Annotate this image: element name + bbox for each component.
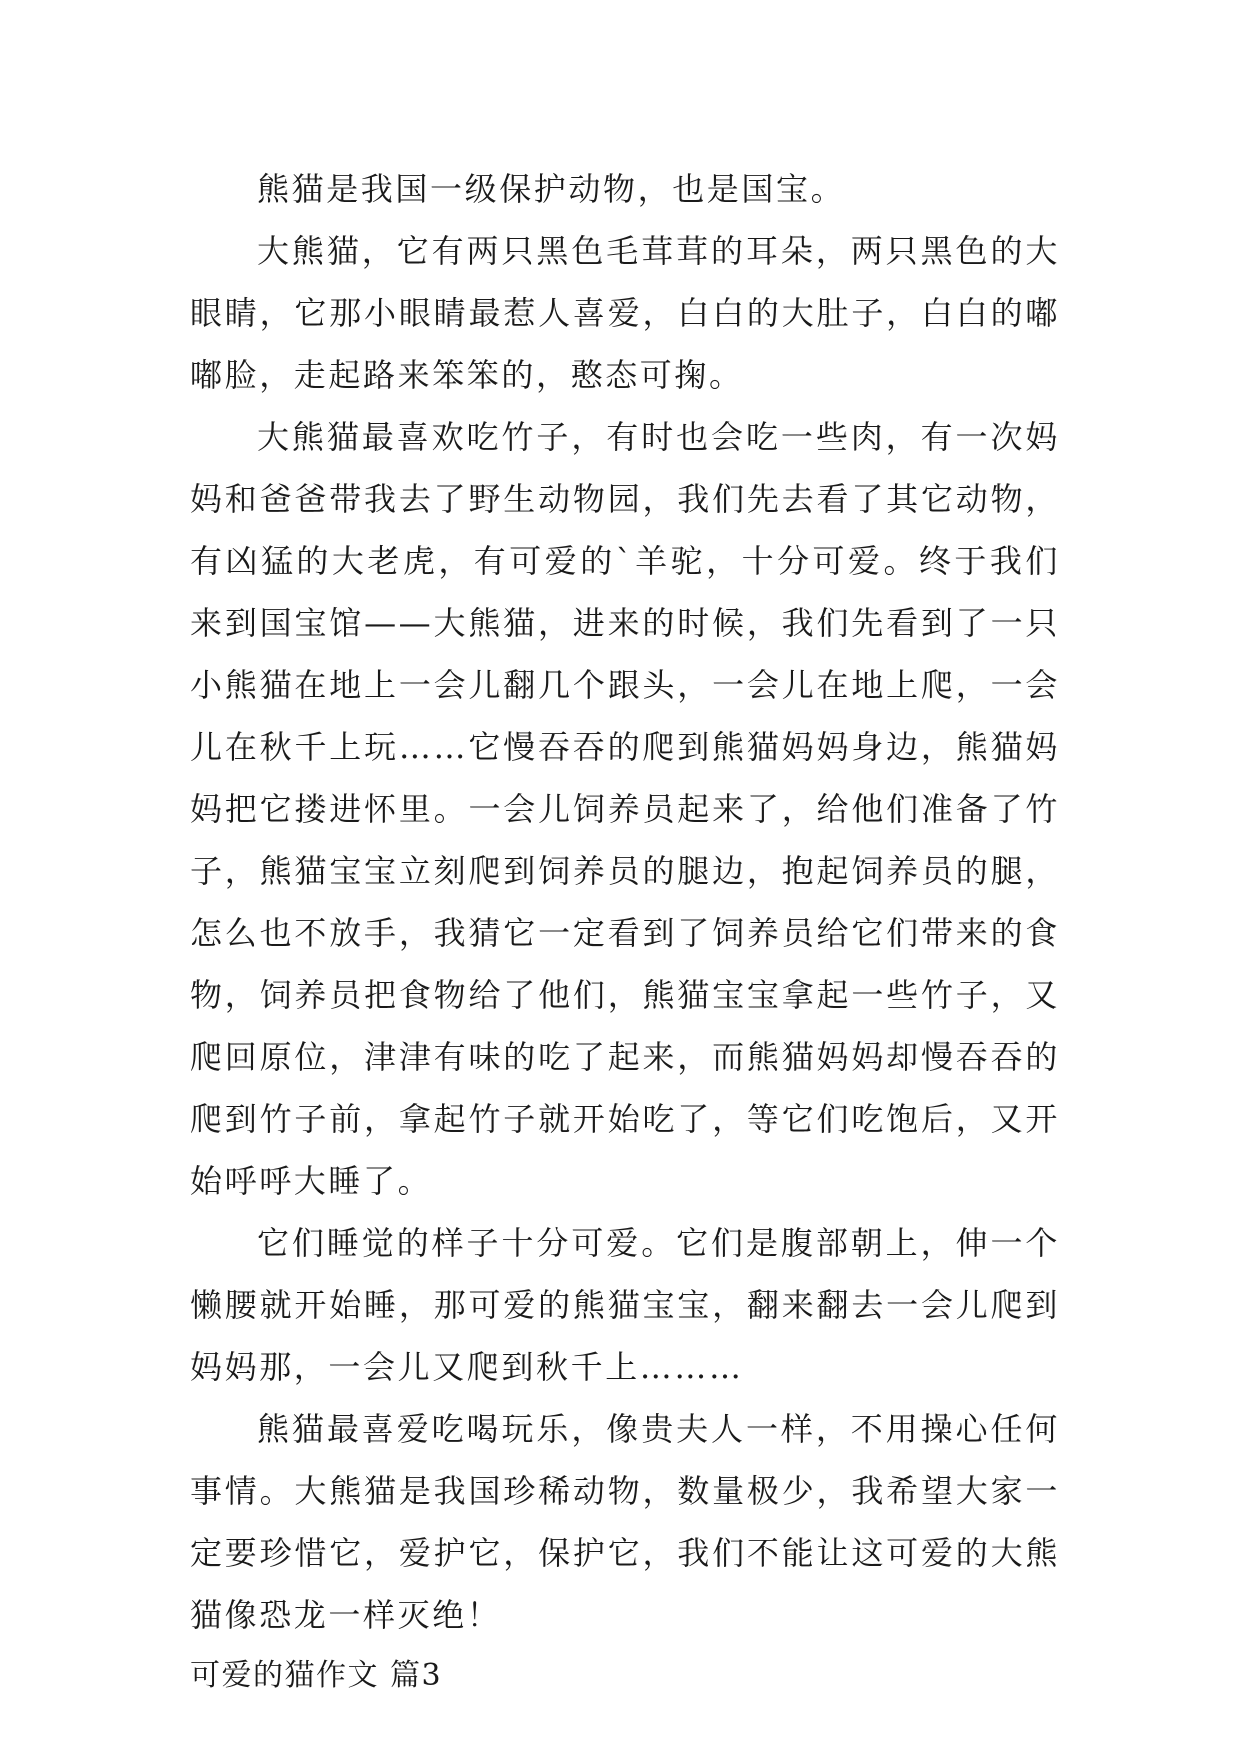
document-page (190, 158, 1060, 1706)
paragraph-3: 大熊猫最喜欢吃竹子，有时也会吃一些肉，有一次妈妈和爸爸带我去了野生动物园，我们先去看了其它动物，有凶猛的大老虎，有可爱的`羊驼，十分可爱。终于我们来到国宝馆——大熊猫，进来的时候，我们先看到了一只小熊猫在地上一会儿翻几个跟头，一会儿在地上爬，一会儿在秋千上玩……它慢吞吞的爬到熊猫妈妈身边，熊猫妈妈把它搂进怀里。一会儿饲养员起来了，给他们准备了竹子，熊猫宝宝立刻爬到饲养员的腿边，抱起饲养员的腿，怎么也不放手，我猜它一定看到了饲养员给它们带来的食物，饲养员把食物给了他们，熊猫宝宝拿起一些竹子，又爬回原位，津津有味的吃了起来，而熊猫妈妈却慢吞吞的爬到竹子前，拿起竹子就开始吃了，等它们吃饱后，又开始呼呼大睡了。 (190, 418, 1060, 1200)
paragraph-2: 大熊猫，它有两只黑色毛茸茸的耳朵，两只黑色的大眼睛，它那小眼睛最惹人喜爱，白白的大肚子，白白的嘟嘟脸，走起路来笨笨的，憨态可掬。 (190, 232, 1060, 394)
paragraph-4: 它们睡觉的样子十分可爱。它们是腹部朝上，伸一个懒腰就开始睡，那可爱的熊猫宝宝，翻来翻去一会儿爬到妈妈那，一会儿又爬到秋千上……… (190, 1224, 1060, 1386)
paragraph-1: 熊猫是我国一级保护动物，也是国宝。 (257, 170, 846, 208)
section-heading: 可爱的猫作文 篇3 (190, 1658, 443, 1693)
paragraph-5: 熊猫最喜爱吃喝玩乐，像贵夫人一样，不用操心任何事情。大熊猫是我国珍稀动物，数量极少，我希望大家一定要珍惜它，爱护它，保护它，我们不能让这可爱的大熊猫像恐龙一样灭绝！ (190, 1410, 1060, 1634)
